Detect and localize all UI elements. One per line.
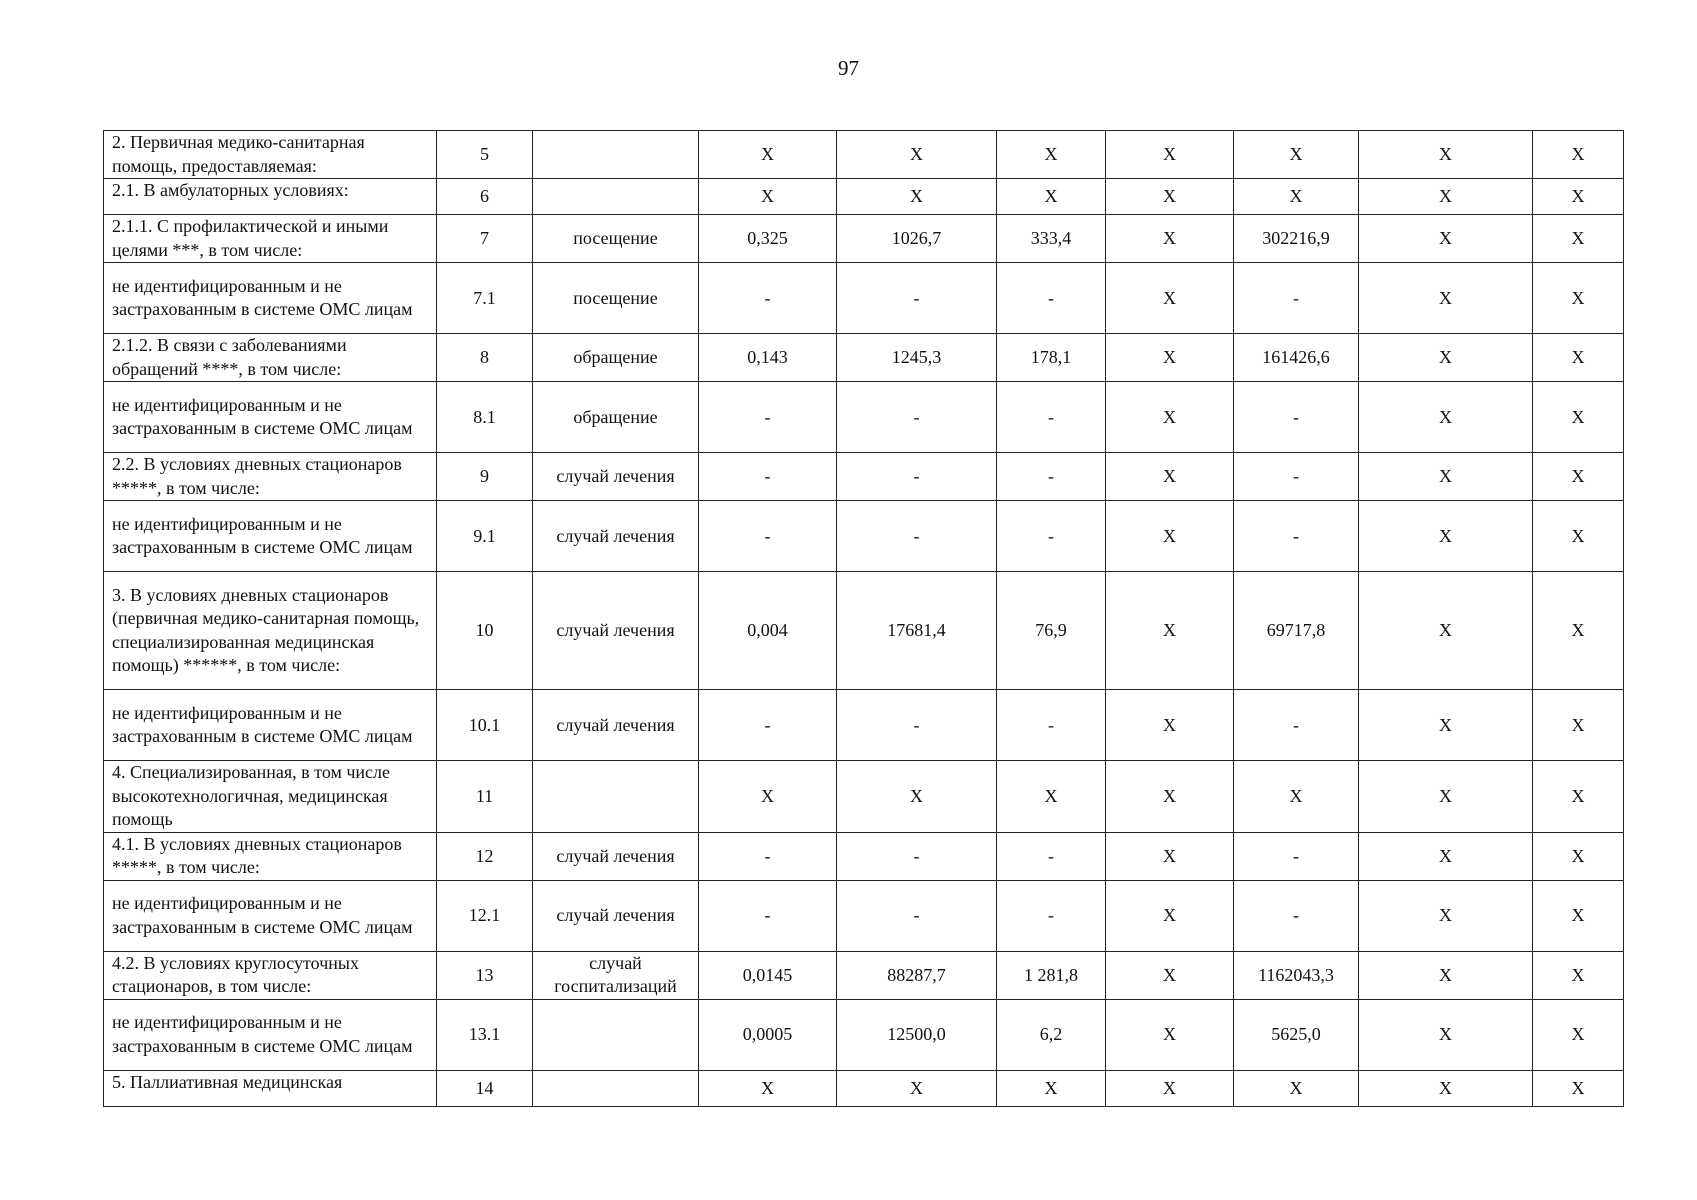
row-col-7: Х	[1533, 215, 1624, 263]
row-col-6: Х	[1359, 131, 1533, 179]
table-row	[104, 131, 1624, 179]
row-unit: случай лечения	[533, 453, 699, 501]
table-row	[104, 880, 1624, 951]
row-unit: случай лечения	[533, 572, 699, 690]
row-col-1: -	[699, 382, 837, 453]
row-number: 9	[437, 453, 533, 501]
table-row	[104, 761, 1624, 833]
row-col-1: 0,0005	[699, 999, 837, 1070]
row-number: 10.1	[437, 690, 533, 761]
row-col-7: Х	[1533, 832, 1624, 880]
row-col-5: 1162043,3	[1234, 951, 1359, 999]
row-col-3: -	[997, 690, 1106, 761]
row-col-6: Х	[1359, 572, 1533, 690]
row-col-1: 0,0145	[699, 951, 837, 999]
row-name: 4.1. В условиях дневных стационаров *****, в том числе:	[104, 832, 437, 880]
row-col-6: Х	[1359, 215, 1533, 263]
row-col-5: Х	[1234, 761, 1359, 833]
row-col-5: Х	[1234, 1070, 1359, 1106]
row-col-6: Х	[1359, 263, 1533, 334]
row-col-4: Х	[1106, 832, 1234, 880]
row-col-6: Х	[1359, 1070, 1533, 1106]
row-col-6: Х	[1359, 179, 1533, 215]
row-col-7: Х	[1533, 1070, 1624, 1106]
row-col-4: Х	[1106, 999, 1234, 1070]
row-unit	[533, 761, 699, 833]
row-unit: случай лечения	[533, 832, 699, 880]
row-number: 8.1	[437, 382, 533, 453]
row-number: 9.1	[437, 501, 533, 572]
row-col-2: 1245,3	[837, 334, 997, 382]
row-col-6: Х	[1359, 951, 1533, 999]
row-number: 7	[437, 215, 533, 263]
row-col-3: Х	[997, 761, 1106, 833]
row-col-2: Х	[837, 1070, 997, 1106]
row-col-3: 76,9	[997, 572, 1106, 690]
row-col-4: Х	[1106, 1070, 1234, 1106]
row-col-2: -	[837, 501, 997, 572]
row-name: не идентифицированным и не застрахованным в системе ОМС лицам	[104, 382, 437, 453]
row-col-6: Х	[1359, 832, 1533, 880]
row-unit: случай лечения	[533, 690, 699, 761]
row-col-1: 0,143	[699, 334, 837, 382]
row-col-7: Х	[1533, 179, 1624, 215]
row-col-4: Х	[1106, 215, 1234, 263]
row-col-2: -	[837, 453, 997, 501]
row-name: 2.2. В условиях дневных стационаров *****, в том числе:	[104, 453, 437, 501]
row-unit	[533, 179, 699, 215]
row-col-3: Х	[997, 179, 1106, 215]
row-col-7: Х	[1533, 382, 1624, 453]
row-col-6: Х	[1359, 501, 1533, 572]
row-col-4: Х	[1106, 263, 1234, 334]
row-col-5: Х	[1234, 131, 1359, 179]
row-col-6: Х	[1359, 880, 1533, 951]
row-col-2: -	[837, 880, 997, 951]
row-col-4: Х	[1106, 131, 1234, 179]
table-row	[104, 382, 1624, 453]
data-table	[103, 130, 1624, 1107]
row-unit: случай госпитализаций	[533, 951, 699, 999]
row-col-2: Х	[837, 761, 997, 833]
row-name: 4. Специализированная, в том числе высокотехнологичная, медицинская помощь	[104, 761, 437, 833]
row-col-6: Х	[1359, 334, 1533, 382]
row-col-1: -	[699, 453, 837, 501]
row-name: 2.1.2. В связи с заболеваниями обращений ****, в том числе:	[104, 334, 437, 382]
row-unit: случай лечения	[533, 501, 699, 572]
row-number: 13	[437, 951, 533, 999]
row-col-7: Х	[1533, 263, 1624, 334]
row-col-6: Х	[1359, 690, 1533, 761]
row-col-5: -	[1234, 690, 1359, 761]
row-col-2: -	[837, 263, 997, 334]
row-col-7: Х	[1533, 453, 1624, 501]
row-number: 8	[437, 334, 533, 382]
row-col-5: -	[1234, 501, 1359, 572]
table-row	[104, 334, 1624, 382]
row-col-4: Х	[1106, 880, 1234, 951]
row-name: 4.2. В условиях круглосуточных стационаров, в том числе:	[104, 951, 437, 999]
row-unit	[533, 1070, 699, 1106]
row-col-2: -	[837, 690, 997, 761]
row-col-7: Х	[1533, 572, 1624, 690]
row-col-3: 178,1	[997, 334, 1106, 382]
row-col-1: -	[699, 501, 837, 572]
row-col-7: Х	[1533, 131, 1624, 179]
table-row	[104, 999, 1624, 1070]
row-col-1: -	[699, 263, 837, 334]
row-col-5: 5625,0	[1234, 999, 1359, 1070]
row-col-7: Х	[1533, 999, 1624, 1070]
row-col-2: 12500,0	[837, 999, 997, 1070]
row-col-4: Х	[1106, 179, 1234, 215]
table-row	[104, 263, 1624, 334]
row-col-7: Х	[1533, 690, 1624, 761]
row-col-7: Х	[1533, 334, 1624, 382]
table-row	[104, 453, 1624, 501]
row-col-7: Х	[1533, 951, 1624, 999]
row-col-3: -	[997, 382, 1106, 453]
row-col-1: Х	[699, 179, 837, 215]
row-name: 5. Паллиативная медицинская	[104, 1070, 437, 1106]
row-name: не идентифицированным и не застрахованным в системе ОМС лицам	[104, 880, 437, 951]
row-col-4: Х	[1106, 951, 1234, 999]
row-col-1: Х	[699, 131, 837, 179]
row-col-3: 6,2	[997, 999, 1106, 1070]
row-number: 10	[437, 572, 533, 690]
row-col-1: Х	[699, 761, 837, 833]
row-col-3: -	[997, 832, 1106, 880]
row-unit: посещение	[533, 263, 699, 334]
row-col-4: Х	[1106, 501, 1234, 572]
row-number: 14	[437, 1070, 533, 1106]
row-number: 13.1	[437, 999, 533, 1070]
row-name: не идентифицированным и не застрахованным в системе ОМС лицам	[104, 263, 437, 334]
row-col-3: -	[997, 501, 1106, 572]
table-row	[104, 215, 1624, 263]
row-col-2: Х	[837, 131, 997, 179]
row-unit	[533, 131, 699, 179]
row-col-5: 69717,8	[1234, 572, 1359, 690]
row-col-4: Х	[1106, 690, 1234, 761]
row-name: не идентифицированным и не застрахованным в системе ОМС лицам	[104, 999, 437, 1070]
table-row	[104, 1070, 1624, 1106]
row-name: 2. Первичная медико-санитарная помощь, предоставляемая:	[104, 131, 437, 179]
table-row	[104, 690, 1624, 761]
row-col-5: -	[1234, 880, 1359, 951]
row-col-1: 0,004	[699, 572, 837, 690]
row-col-2: 17681,4	[837, 572, 997, 690]
row-unit: случай лечения	[533, 880, 699, 951]
row-col-4: Х	[1106, 334, 1234, 382]
row-col-7: Х	[1533, 501, 1624, 572]
row-col-3: -	[997, 453, 1106, 501]
row-col-1: -	[699, 832, 837, 880]
row-col-2: -	[837, 382, 997, 453]
row-col-6: Х	[1359, 382, 1533, 453]
row-col-5: -	[1234, 263, 1359, 334]
row-col-1: -	[699, 690, 837, 761]
row-col-4: Х	[1106, 382, 1234, 453]
table-row	[104, 179, 1624, 215]
row-col-3: -	[997, 263, 1106, 334]
row-unit	[533, 999, 699, 1070]
row-col-2: 1026,7	[837, 215, 997, 263]
row-col-3: -	[997, 880, 1106, 951]
row-unit: обращение	[533, 334, 699, 382]
row-unit: посещение	[533, 215, 699, 263]
row-col-7: Х	[1533, 761, 1624, 833]
row-col-4: Х	[1106, 453, 1234, 501]
row-col-6: Х	[1359, 453, 1533, 501]
table-row	[104, 572, 1624, 690]
row-col-3: 1 281,8	[997, 951, 1106, 999]
row-col-6: Х	[1359, 999, 1533, 1070]
row-col-2: Х	[837, 179, 997, 215]
row-name: 3. В условиях дневных стационаров (первичная медико-санитарная помощь, специализированная медицинская помощь) ******, в том числе:	[104, 572, 437, 690]
row-col-2: 88287,7	[837, 951, 997, 999]
page-number: 97	[838, 56, 859, 80]
row-name: 2.1. В амбулаторных условиях:	[104, 179, 437, 215]
row-name: не идентифицированным и не застрахованным в системе ОМС лицам	[104, 501, 437, 572]
row-unit: обращение	[533, 382, 699, 453]
row-col-1: -	[699, 880, 837, 951]
table-row	[104, 832, 1624, 880]
row-col-3: Х	[997, 131, 1106, 179]
row-number: 12.1	[437, 880, 533, 951]
row-col-4: Х	[1106, 572, 1234, 690]
row-col-2: -	[837, 832, 997, 880]
row-col-3: 333,4	[997, 215, 1106, 263]
row-name: не идентифицированным и не застрахованным в системе ОМС лицам	[104, 690, 437, 761]
row-col-1: 0,325	[699, 215, 837, 263]
row-col-5: Х	[1234, 179, 1359, 215]
row-col-4: Х	[1106, 761, 1234, 833]
row-col-3: Х	[997, 1070, 1106, 1106]
table-row	[104, 501, 1624, 572]
table-row	[104, 951, 1624, 999]
row-col-5: -	[1234, 382, 1359, 453]
row-number: 6	[437, 179, 533, 215]
row-col-5: 302216,9	[1234, 215, 1359, 263]
row-col-5: -	[1234, 832, 1359, 880]
table-body	[104, 131, 1624, 1107]
row-col-7: Х	[1533, 880, 1624, 951]
row-number: 5	[437, 131, 533, 179]
row-col-5: 161426,6	[1234, 334, 1359, 382]
row-col-6: Х	[1359, 761, 1533, 833]
row-col-1: Х	[699, 1070, 837, 1106]
row-col-5: -	[1234, 453, 1359, 501]
row-name: 2.1.1. С профилактической и иными целями ***, в том числе:	[104, 215, 437, 263]
row-number: 7.1	[437, 263, 533, 334]
row-number: 11	[437, 761, 533, 833]
row-number: 12	[437, 832, 533, 880]
